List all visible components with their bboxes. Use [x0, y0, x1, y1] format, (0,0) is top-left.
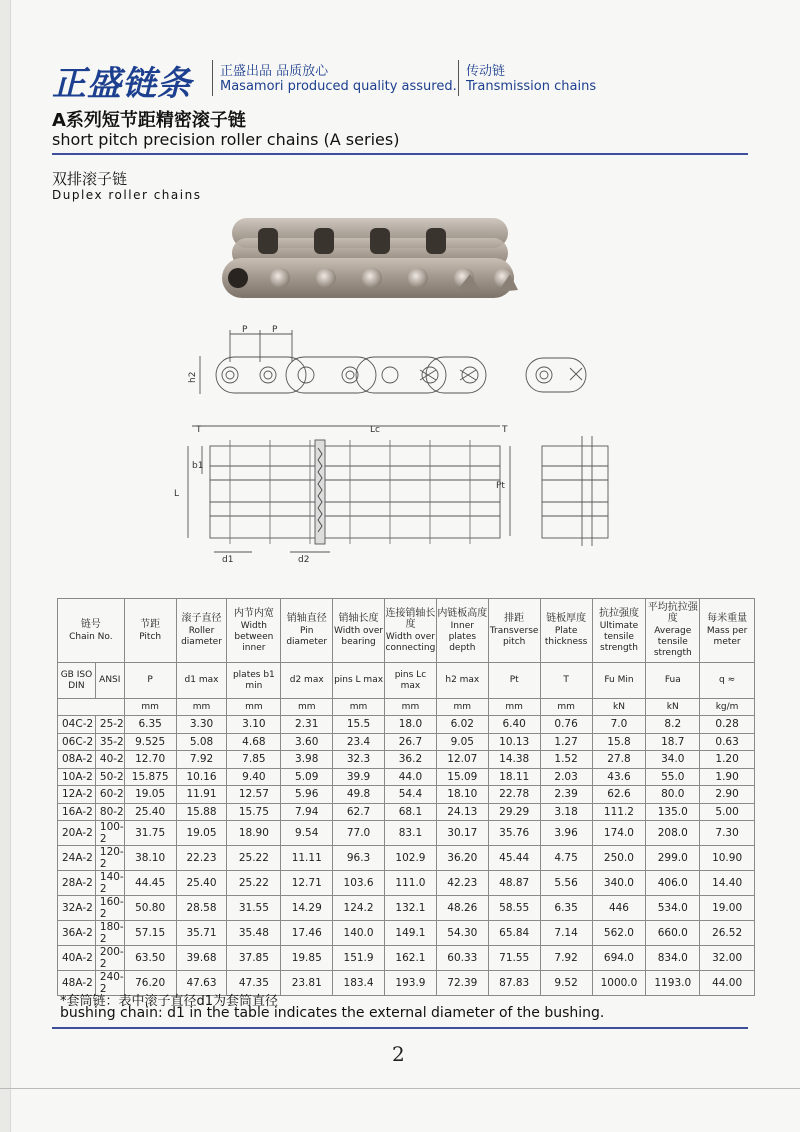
diagram-label-b1: b1	[192, 461, 204, 471]
table-cell: 6.35	[124, 716, 176, 734]
unit-cell: mm	[227, 699, 281, 716]
table-cell: 62.7	[333, 803, 385, 821]
page-title-en: short pitch precision roller chains (A series)	[52, 130, 400, 149]
table-cell: 562.0	[592, 921, 646, 946]
category-en: Transmission chains	[466, 79, 597, 94]
table-cell: 15.875	[124, 768, 176, 786]
table-cell: 103.6	[333, 871, 385, 896]
table-cell: 14.40	[700, 871, 755, 896]
table-cell: 3.96	[540, 821, 592, 846]
table-cell: 11.91	[176, 786, 227, 804]
chain-photo	[218, 214, 528, 306]
table-cell: 22.23	[176, 846, 227, 871]
table-cell: 20A-2	[58, 821, 96, 846]
table-cell: 1.20	[700, 751, 755, 769]
table-cell: 0.63	[700, 733, 755, 751]
table-cell: 250.0	[592, 846, 646, 871]
table-cell: 6.35	[540, 896, 592, 921]
table-cell: 7.85	[227, 751, 281, 769]
table-row	[58, 846, 755, 871]
diagram-label-pt: Pt	[496, 481, 505, 491]
table-header-row	[58, 599, 755, 663]
table-cell: 15.5	[333, 716, 385, 734]
table-cell: 1.52	[540, 751, 592, 769]
diagram-label-t: T	[502, 425, 508, 435]
table-cell: 7.0	[592, 716, 646, 734]
symbol-cell: ANSI	[95, 663, 124, 699]
table-cell: 14.38	[488, 751, 540, 769]
unit-cell: mm	[333, 699, 385, 716]
table-cell: 35.71	[176, 921, 227, 946]
table-cell: 77.0	[333, 821, 385, 846]
title-rule	[52, 153, 748, 155]
col-pitch: 节距 Pitch	[124, 599, 176, 663]
unit-cell: mm	[176, 699, 227, 716]
table-cell: 36.2	[384, 751, 436, 769]
table-cell: 12.07	[436, 751, 488, 769]
table-cell: 5.09	[281, 768, 333, 786]
table-cell: 100-2	[95, 821, 124, 846]
table-cell: 9.54	[281, 821, 333, 846]
table-cell: 140-2	[95, 871, 124, 896]
table-cell: 06C-2	[58, 733, 96, 751]
table-cell: 32.3	[333, 751, 385, 769]
table-cell: 48.87	[488, 871, 540, 896]
table-cell: 40A-2	[58, 946, 96, 971]
table-cell: 15.09	[436, 768, 488, 786]
symbol-cell: plates b1 min	[227, 663, 281, 699]
table-cell: 10.13	[488, 733, 540, 751]
tagline-en: Masamori produced quality assured.	[220, 79, 457, 94]
table-cell: 140.0	[333, 921, 385, 946]
col-roller-diameter: 滚子直径 Roller diameter	[176, 599, 227, 663]
note-cn: *套筒链：表中滚子直径d1为套筒直径	[60, 994, 279, 1009]
table-cell: 96.3	[333, 846, 385, 871]
unit-cell: mm	[384, 699, 436, 716]
table-cell: 174.0	[592, 821, 646, 846]
table-cell: 1.90	[700, 768, 755, 786]
table-row	[58, 896, 755, 921]
table-cell: 200-2	[95, 946, 124, 971]
unit-cell: mm	[540, 699, 592, 716]
table-cell: 446	[592, 896, 646, 921]
table-cell: 31.55	[227, 896, 281, 921]
symbol-cell: Pt	[488, 663, 540, 699]
table-cell: 25.22	[227, 871, 281, 896]
table-cell: 193.9	[384, 971, 436, 996]
note-en: bushing chain: d1 in the table indicates the external diameter of the bushing.	[60, 1005, 605, 1021]
table-cell: 120-2	[95, 846, 124, 871]
table-cell: 11.11	[281, 846, 333, 871]
table-cell: 18.0	[384, 716, 436, 734]
table-cell: 18.7	[646, 733, 700, 751]
symbol-cell: pins Lc max	[384, 663, 436, 699]
table-cell: 43.6	[592, 768, 646, 786]
table-cell: 80.0	[646, 786, 700, 804]
table-cell: 48A-2	[58, 971, 96, 996]
table-cell: 19.05	[176, 821, 227, 846]
chain-side-view-diagram	[180, 322, 620, 400]
table-cell: 47.35	[227, 971, 281, 996]
symbol-cell: q ≈	[700, 663, 755, 699]
table-cell: 15.75	[227, 803, 281, 821]
table-cell: 25.40	[176, 871, 227, 896]
table-cell: 28.58	[176, 896, 227, 921]
table-cell: 15.8	[592, 733, 646, 751]
table-cell: 25.22	[227, 846, 281, 871]
table-cell: 2.03	[540, 768, 592, 786]
table-cell: 25.40	[124, 803, 176, 821]
table-cell: 2.90	[700, 786, 755, 804]
table-cell: 48.26	[436, 896, 488, 921]
diagram-label-p: P	[272, 325, 278, 335]
table-cell: 3.60	[281, 733, 333, 751]
table-cell: 65.84	[488, 921, 540, 946]
diagram-label-d2: d2	[298, 555, 310, 565]
table-cell: 1193.0	[646, 971, 700, 996]
table-cell: 132.1	[384, 896, 436, 921]
table-cell: 7.14	[540, 921, 592, 946]
table-cell: 23.81	[281, 971, 333, 996]
table-row	[58, 733, 755, 751]
diagram-label-h2: h2	[188, 371, 198, 383]
table-cell: 36.20	[436, 846, 488, 871]
table-cell: 3.98	[281, 751, 333, 769]
table-cell: 38.10	[124, 846, 176, 871]
table-cell: 29.29	[488, 803, 540, 821]
unit-cell: kg/m	[700, 699, 755, 716]
table-cell: 5.00	[700, 803, 755, 821]
symbol-cell: P	[124, 663, 176, 699]
table-cell: 406.0	[646, 871, 700, 896]
table-cell: 135.0	[646, 803, 700, 821]
diagram-label-l: L	[174, 489, 180, 499]
table-cell: 3.10	[227, 716, 281, 734]
brand-logo-text: 正盛链条	[52, 64, 192, 104]
table-body	[58, 716, 755, 996]
col-mass-per-meter: 每米重量 Mass per meter	[700, 599, 755, 663]
table-cell: 534.0	[646, 896, 700, 921]
table-cell: 45.44	[488, 846, 540, 871]
category-cn: 传动链	[466, 64, 506, 79]
table-cell: 2.31	[281, 716, 333, 734]
table-row	[58, 716, 755, 734]
table-cell: 37.85	[227, 946, 281, 971]
table-cell: 5.96	[281, 786, 333, 804]
table-cell: 208.0	[646, 821, 700, 846]
col-inner-plate-depth: 内链板高度 Inner plates depth	[436, 599, 488, 663]
table-cell: 19.00	[700, 896, 755, 921]
table-cell: 39.68	[176, 946, 227, 971]
table-cell: 55.0	[646, 768, 700, 786]
table-cell: 18.11	[488, 768, 540, 786]
table-cell: 3.18	[540, 803, 592, 821]
table-cell: 1.27	[540, 733, 592, 751]
section-title-cn: 双排滚子链	[52, 170, 128, 188]
table-cell: 111.2	[592, 803, 646, 821]
table-cell: 57.15	[124, 921, 176, 946]
unit-cell: mm	[124, 699, 176, 716]
table-cell: 7.92	[540, 946, 592, 971]
table-row	[58, 768, 755, 786]
table-cell: 9.05	[436, 733, 488, 751]
unit-cell: kN	[592, 699, 646, 716]
table-cell: 7.92	[176, 751, 227, 769]
symbol-cell: pins L max	[333, 663, 385, 699]
table-cell: 834.0	[646, 946, 700, 971]
col-connecting-width: 连接销轴长度 Width over connecting	[384, 599, 436, 663]
tagline-cn: 正盛出品 品质放心	[220, 64, 329, 79]
table-cell: 2.39	[540, 786, 592, 804]
table-cell: 17.46	[281, 921, 333, 946]
table-cell: 6.02	[436, 716, 488, 734]
table-cell: 149.1	[384, 921, 436, 946]
table-cell: 27.8	[592, 751, 646, 769]
table-cell: 60.33	[436, 946, 488, 971]
table-cell: 10.16	[176, 768, 227, 786]
chain-top-view-diagram	[170, 418, 630, 566]
table-cell: 54.30	[436, 921, 488, 946]
table-cell: 6.40	[488, 716, 540, 734]
table-cell: 4.68	[227, 733, 281, 751]
table-cell: 04C-2	[58, 716, 96, 734]
table-cell: 7.30	[700, 821, 755, 846]
table-cell: 12A-2	[58, 786, 96, 804]
table-cell: 14.29	[281, 896, 333, 921]
table-cell: 111.0	[384, 871, 436, 896]
header-divider	[212, 60, 213, 96]
table-cell: 15.88	[176, 803, 227, 821]
symbol-cell: GB ISO DIN	[58, 663, 96, 699]
page-title-cn: A系列短节距精密滚子链	[52, 110, 246, 131]
table-cell: 76.20	[124, 971, 176, 996]
table-row	[58, 803, 755, 821]
table-unit-row	[58, 699, 755, 716]
table-cell: 23.4	[333, 733, 385, 751]
symbol-cell: d2 max	[281, 663, 333, 699]
table-row	[58, 871, 755, 896]
table-cell: 9.525	[124, 733, 176, 751]
col-average-strength: 平均抗拉强度 Average tensile strength	[646, 599, 700, 663]
table-cell: 34.0	[646, 751, 700, 769]
table-cell: 44.45	[124, 871, 176, 896]
col-transverse-pitch: 排距 Transverse pitch	[488, 599, 540, 663]
spec-table	[57, 598, 755, 996]
table-cell: 32A-2	[58, 896, 96, 921]
table-cell: 10.90	[700, 846, 755, 871]
table-cell: 36A-2	[58, 921, 96, 946]
table-cell: 340.0	[592, 871, 646, 896]
unit-cell: mm	[436, 699, 488, 716]
col-plate-thickness: 链板厚度 Plate thickness	[540, 599, 592, 663]
table-cell: 26.7	[384, 733, 436, 751]
table-cell: 18.90	[227, 821, 281, 846]
table-cell: 40-2	[95, 751, 124, 769]
col-ultimate-strength: 抗拉强度 Ultimate tensile strength	[592, 599, 646, 663]
unit-cell: mm	[281, 699, 333, 716]
table-cell: 12.70	[124, 751, 176, 769]
symbol-cell: d1 max	[176, 663, 227, 699]
symbol-cell: T	[540, 663, 592, 699]
table-cell: 32.00	[700, 946, 755, 971]
table-cell: 124.2	[333, 896, 385, 921]
table-cell: 0.28	[700, 716, 755, 734]
table-cell: 35.48	[227, 921, 281, 946]
symbol-cell: Fua	[646, 663, 700, 699]
table-cell: 35.76	[488, 821, 540, 846]
table-cell: 50-2	[95, 768, 124, 786]
table-cell: 240-2	[95, 971, 124, 996]
table-cell: 44.0	[384, 768, 436, 786]
table-cell: 39.9	[333, 768, 385, 786]
page-binding-edge	[0, 0, 11, 1132]
table-cell: 63.50	[124, 946, 176, 971]
table-cell: 44.00	[700, 971, 755, 996]
table-cell: 151.9	[333, 946, 385, 971]
header-divider	[458, 60, 459, 96]
table-cell: 12.71	[281, 871, 333, 896]
col-inner-width: 内节内宽 Width between inner	[227, 599, 281, 663]
unit-cell: mm	[488, 699, 540, 716]
section-title-en: Duplex roller chains	[52, 188, 202, 202]
table-cell: 42.23	[436, 871, 488, 896]
table-cell: 180-2	[95, 921, 124, 946]
table-cell: 694.0	[592, 946, 646, 971]
col-bearing-width: 销轴长度 Width over bearing	[333, 599, 385, 663]
table-row	[58, 751, 755, 769]
table-cell: 19.85	[281, 946, 333, 971]
table-row	[58, 786, 755, 804]
page-number: 2	[392, 1042, 405, 1066]
table-cell: 7.94	[281, 803, 333, 821]
diagram-label-d1: d1	[222, 555, 234, 565]
table-cell: 22.78	[488, 786, 540, 804]
table-cell: 5.08	[176, 733, 227, 751]
table-row	[58, 821, 755, 846]
table-cell: 4.75	[540, 846, 592, 871]
table-cell: 24.13	[436, 803, 488, 821]
table-cell: 162.1	[384, 946, 436, 971]
table-cell: 68.1	[384, 803, 436, 821]
symbol-cell: h2 max	[436, 663, 488, 699]
page-bottom-edge	[0, 1088, 800, 1089]
table-cell: 8.2	[646, 716, 700, 734]
table-cell: 31.75	[124, 821, 176, 846]
diagram-label-p: P	[242, 325, 248, 335]
footer-rule	[52, 1027, 748, 1029]
table-cell: 102.9	[384, 846, 436, 871]
table-cell: 62.6	[592, 786, 646, 804]
table-cell: 87.83	[488, 971, 540, 996]
table-cell: 10A-2	[58, 768, 96, 786]
table-cell: 19.05	[124, 786, 176, 804]
table-cell: 83.1	[384, 821, 436, 846]
table-cell: 18.10	[436, 786, 488, 804]
table-cell: 49.8	[333, 786, 385, 804]
table-cell: 08A-2	[58, 751, 96, 769]
symbol-cell: Fu Min	[592, 663, 646, 699]
table-cell: 35-2	[95, 733, 124, 751]
table-cell: 25-2	[95, 716, 124, 734]
table-cell: 30.17	[436, 821, 488, 846]
table-cell: 80-2	[95, 803, 124, 821]
table-cell: 299.0	[646, 846, 700, 871]
table-cell: 16A-2	[58, 803, 96, 821]
table-cell: 9.52	[540, 971, 592, 996]
table-cell: 5.56	[540, 871, 592, 896]
table-cell: 72.39	[436, 971, 488, 996]
table-cell: 183.4	[333, 971, 385, 996]
col-chain-no: 链号 Chain No.	[58, 599, 125, 663]
table-cell: 54.4	[384, 786, 436, 804]
unit-cell	[58, 699, 125, 716]
table-symbol-row	[58, 663, 755, 699]
table-cell: 50.80	[124, 896, 176, 921]
table-cell: 9.40	[227, 768, 281, 786]
unit-cell: kN	[646, 699, 700, 716]
table-cell: 24A-2	[58, 846, 96, 871]
table-cell: 1000.0	[592, 971, 646, 996]
table-cell: 12.57	[227, 786, 281, 804]
diagram-label-lc: Lc	[370, 425, 380, 435]
table-row	[58, 921, 755, 946]
table-cell: 160-2	[95, 896, 124, 921]
table-cell: 0.76	[540, 716, 592, 734]
table-cell: 26.52	[700, 921, 755, 946]
table-cell: 71.55	[488, 946, 540, 971]
table-cell: 58.55	[488, 896, 540, 921]
col-pin-diameter: 销轴直径 Pin diameter	[281, 599, 333, 663]
table-cell: 3.30	[176, 716, 227, 734]
diagram-label-t: T	[196, 425, 202, 435]
table-cell: 660.0	[646, 921, 700, 946]
page-header	[52, 52, 752, 102]
table-cell: 60-2	[95, 786, 124, 804]
table-cell: 47.63	[176, 971, 227, 996]
table-cell: 28A-2	[58, 871, 96, 896]
table-row	[58, 946, 755, 971]
